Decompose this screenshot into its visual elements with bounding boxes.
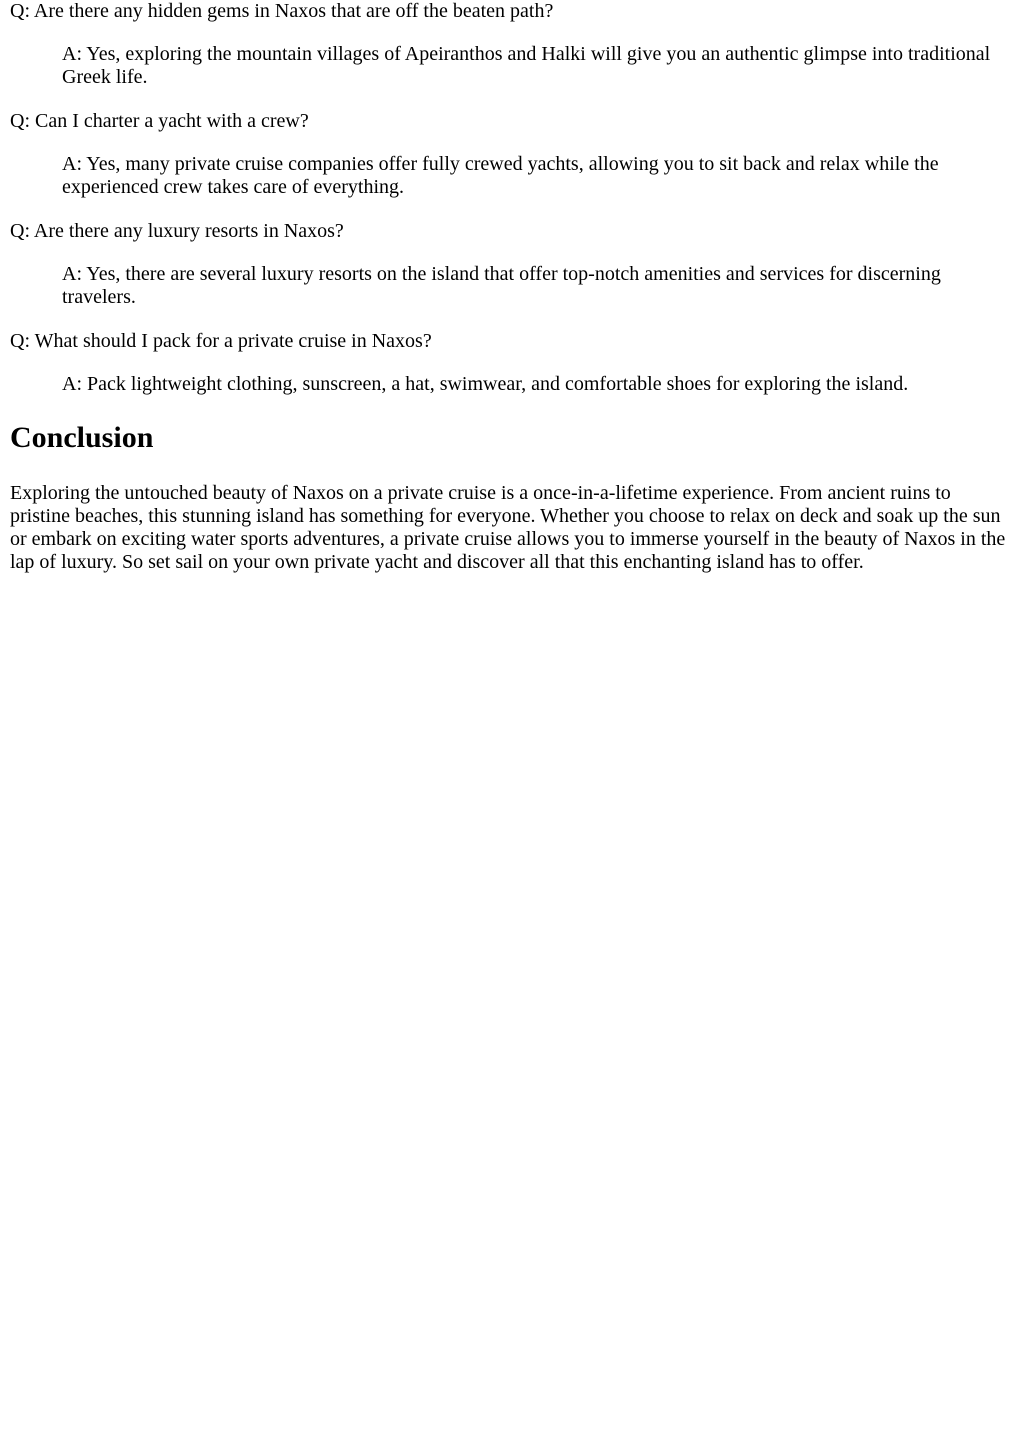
conclusion-heading: Conclusion <box>10 421 154 454</box>
faq-item <box>10 0 1014 89</box>
faq-question: Q: Are there any hidden gems in Naxos that are off the beaten path? <box>10 0 554 22</box>
conclusion-paragraph: Exploring the untouched beauty of Naxos on a private cruise is a once-in-a-lifetime experience. From ancient ruins to pristine beaches, this stunning island has something for everyone. Whether you choose to relax on deck and soak up the sun or embark on exciting water sports adventures, a private cruise allows you to immerse yourself in the beauty of Naxos in the lap of luxury. So set sail on your own private yacht and discover all that this enchanting island has to offer. <box>10 482 1006 573</box>
faq-answer: A: Pack lightweight clothing, sunscreen, a hat, swimwear, and comfortable shoes for exploring the island. <box>62 373 909 395</box>
faq-answer: A: Yes, there are several luxury resorts on the island that offer top-notch amenities and services for discerning travelers. <box>62 263 941 308</box>
faq-item <box>10 330 1014 396</box>
faq-question: Q: Can I charter a yacht with a crew? <box>10 110 309 132</box>
faq-answer: A: Yes, exploring the mountain villages of Apeiranthos and Halki will give you an authentic glimpse into traditional Greek life. <box>62 43 991 88</box>
faq-question: Q: What should I pack for a private cruise in Naxos? <box>10 330 432 352</box>
faq-list <box>10 0 1014 396</box>
faq-item <box>10 220 1014 309</box>
faq-answer: A: Yes, many private cruise companies offer fully crewed yachts, allowing you to sit back and relax while the experienced crew takes care of everything. <box>62 153 939 198</box>
faq-item <box>10 110 1014 199</box>
faq-question: Q: Are there any luxury resorts in Naxos? <box>10 220 344 242</box>
